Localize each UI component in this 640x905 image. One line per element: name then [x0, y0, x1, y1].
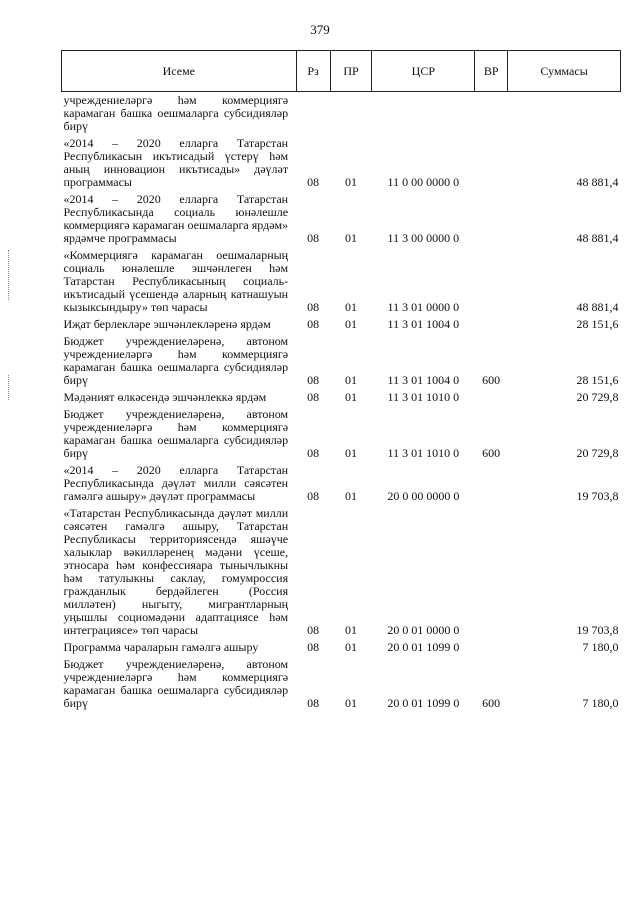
cell-name: учреждениеләргә һәм коммерциягә карамаган башка оешмаларга субсидияләр бирү	[63, 93, 289, 133]
cell-rz: 08	[307, 317, 320, 331]
table-row	[62, 316, 621, 333]
cell-rz: 08	[307, 300, 320, 314]
table-row	[62, 333, 621, 389]
cell-vr	[475, 92, 508, 136]
cell-sum: 48 881,4	[576, 231, 619, 245]
cell-pr: 01	[344, 231, 357, 245]
cell-pr: 01	[344, 489, 357, 503]
cell-vr	[475, 462, 508, 505]
cell-vr	[475, 389, 508, 406]
cell-sum: 48 881,4	[576, 300, 619, 314]
cell-vr: 600	[482, 373, 501, 387]
cell-vr	[475, 191, 508, 247]
table-row	[62, 191, 621, 247]
cell-pr: 01	[344, 317, 357, 331]
cell-sum: 7 180,0	[582, 696, 619, 710]
cell-name: Мәдәният өлкәсендә эшчәнлеккә ярдәм	[63, 390, 267, 404]
table-row	[62, 462, 621, 505]
cell-rz: 08	[307, 231, 320, 245]
cell-name: Программа чараларын гамәлгә ашыру	[63, 640, 259, 654]
cell-name: «Татарстан Республикасында дәүләт милли сәясәтен гамәлгә ашыру, Татарстан Республикасы территориясендә яшәүче халыклар вәкилләренең мәдәни үсеше, этносара һәм конфессияара тынычлыкны һәм татулыкны саклау, гомумроссия гражданлык бердәйлеген (Россия милләтен) ныгыту, мигрантларның уңышлы социомәдәни адаптациясе һәм интеграциясе» төп чарасы	[63, 506, 289, 637]
table-header	[62, 51, 621, 92]
cell-rz: 08	[307, 446, 320, 460]
cell-pr: 01	[344, 623, 357, 637]
cell-vr	[475, 505, 508, 639]
cell-csr: 20 0 01 1099 0	[387, 640, 460, 654]
cell-sum: 48 881,4	[576, 175, 619, 189]
cell-pr: 01	[344, 300, 357, 314]
cell-sum: 28 151,6	[576, 317, 619, 331]
cell-sum: 28 151,6	[576, 373, 619, 387]
cell-rz: 08	[307, 175, 320, 189]
cell-pr: 01	[344, 175, 357, 189]
cell-csr: 11 3 01 1010 0	[387, 390, 460, 404]
cell-sum: 19 703,8	[576, 623, 619, 637]
cell-rz: 08	[307, 640, 320, 654]
cell-name: Иҗат берлекләре эшчәнлекләренә ярдәм	[63, 317, 271, 331]
cell-vr	[475, 247, 508, 316]
cell-csr: 20 0 00 0000 0	[387, 489, 460, 503]
cell-rz: 08	[307, 623, 320, 637]
cell-csr: 11 0 00 0000 0	[387, 175, 460, 189]
cell-csr: 20 0 01 0000 0	[387, 623, 460, 637]
cell-sum: 19 703,8	[576, 489, 619, 503]
cell-sum: 7 180,0	[582, 640, 619, 654]
cell-name: Бюджет учреждениеләренә, автоном учреждениеләргә һәм коммерциягә карамаган башка оешмаларга субсидияләр бирү	[63, 657, 289, 710]
table-row	[62, 135, 621, 191]
margin-dotted-line-upper	[8, 250, 10, 300]
cell-pr: 01	[344, 446, 357, 460]
cell-rz: 08	[307, 696, 320, 710]
cell-sum: 20 729,8	[576, 390, 619, 404]
cell-vr: 600	[482, 696, 501, 710]
cell-name: «Коммерциягә карамаган оешмаларның социаль юнәлешле эшчәнлеген һәм Татарстан Республикасының социаль-икътисадый үсешендә аларның катнашуын кызыксындыру» төп чарасы	[63, 248, 289, 314]
cell-csr: 11 3 00 0000 0	[387, 231, 460, 245]
cell-csr: 11 3 01 1004 0	[387, 373, 460, 387]
cell-rz: 08	[307, 489, 320, 503]
cell-vr	[475, 316, 508, 333]
cell-csr: 11 3 01 1004 0	[387, 317, 460, 331]
cell-vr	[475, 135, 508, 191]
table-row	[62, 656, 621, 712]
header-pr: ПР	[330, 51, 372, 92]
cell-pr	[330, 92, 372, 136]
cell-vr	[475, 639, 508, 656]
cell-pr: 01	[344, 373, 357, 387]
cell-csr: 11 3 01 0000 0	[387, 300, 460, 314]
cell-rz: 08	[307, 390, 320, 404]
cell-name: Бюджет учреждениеләренә, автоном учреждениеләргә һәм коммерциягә карамаган башка оешмаларга субсидияләр бирү	[63, 334, 289, 387]
header-name: Исеме	[62, 51, 297, 92]
header-sum: Суммасы	[508, 51, 621, 92]
cell-vr: 600	[482, 446, 501, 460]
cell-csr: 20 0 01 1099 0	[387, 696, 460, 710]
margin-dotted-line-lower	[8, 375, 10, 400]
cell-rz	[296, 92, 330, 136]
cell-pr: 01	[344, 390, 357, 404]
cell-csr	[372, 92, 475, 136]
cell-pr: 01	[344, 640, 357, 654]
cell-sum	[508, 92, 621, 136]
cell-rz: 08	[307, 373, 320, 387]
table-row	[62, 389, 621, 406]
table-body	[62, 92, 621, 713]
cell-name: «2014 – 2020 елларга Татарстан Республикасында социаль юнәлешле коммерциягә карамаган оешмаларга ярдәм» ярдәмче программасы	[63, 192, 289, 245]
cell-name: «2014 – 2020 елларга Татарстан Республикасында дәүләт милли сәясәтен гамәлгә ашыру» дәүләт программасы	[63, 463, 289, 503]
page-number: 379	[310, 22, 330, 37]
budget-table	[61, 50, 621, 712]
cell-name: Бюджет учреждениеләренә, автоном учреждениеләргә һәм коммерциягә карамаган башка оешмаларга субсидияләр бирү	[63, 407, 289, 460]
header-vr: ВР	[475, 51, 508, 92]
cell-sum: 20 729,8	[576, 446, 619, 460]
table-row	[62, 505, 621, 639]
table-row	[62, 639, 621, 656]
cell-name: «2014 – 2020 елларга Татарстан Республикасын икътисадый үстерү һәм аның инновацион икътисады» дәүләт программасы	[63, 136, 289, 189]
table-row	[62, 247, 621, 316]
header-rz: Рз	[296, 51, 330, 92]
cell-csr: 11 3 01 1010 0	[387, 446, 460, 460]
table-row	[62, 406, 621, 462]
table-row	[62, 92, 621, 136]
header-csr: ЦСР	[372, 51, 475, 92]
cell-pr: 01	[344, 696, 357, 710]
